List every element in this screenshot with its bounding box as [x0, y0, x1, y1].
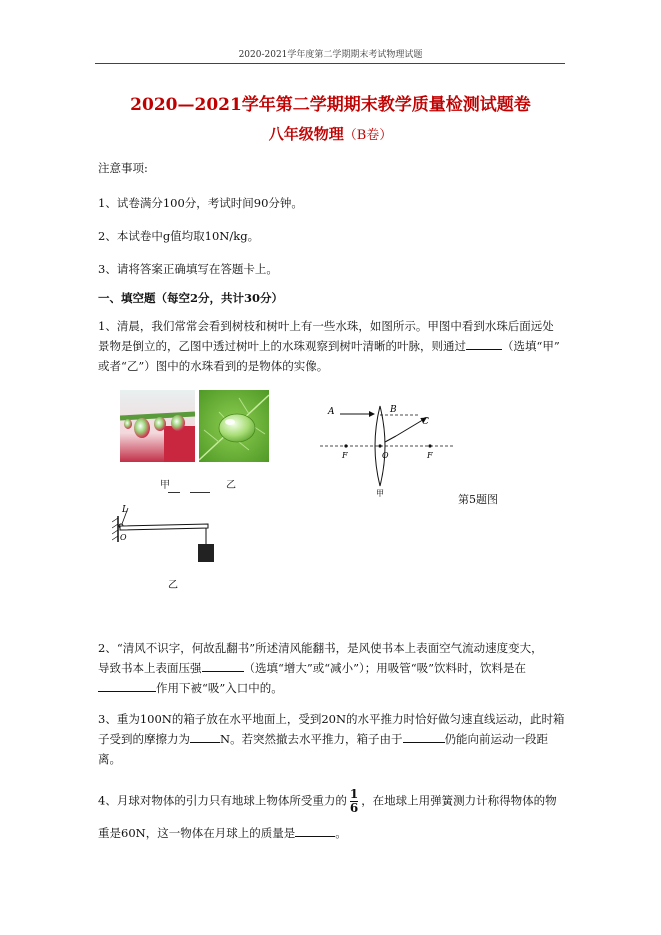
note-item-1: 1、试卷满分100分，考试时间90分钟。	[98, 196, 303, 210]
q4-line-1	[98, 788, 568, 815]
answer-blank[interactable]	[466, 337, 502, 350]
lens-figure-label: 甲	[376, 489, 384, 498]
q3-line-2	[98, 729, 568, 749]
q4-text: 。	[335, 826, 347, 840]
photo-water-drops-on-twig	[120, 390, 195, 462]
label-a: A	[328, 407, 335, 417]
q2-line-2	[98, 658, 568, 678]
question-4	[98, 788, 568, 843]
question-3	[98, 709, 568, 769]
question-1	[98, 316, 568, 376]
fraction-one-sixth	[350, 788, 358, 815]
focal-point-right	[428, 444, 431, 447]
photo-right-label: 乙	[226, 480, 236, 491]
answer-blank[interactable]	[403, 730, 445, 743]
focal-point-left	[344, 444, 347, 447]
lever-diagram	[112, 502, 222, 597]
q3-text: N。若突然撤去水平推力，箱子由于	[220, 732, 403, 746]
q4-text: 重是60N，这一物体在月球上的质量是	[98, 826, 296, 840]
fraction-denominator: 6	[349, 801, 359, 815]
header-rule	[95, 63, 565, 64]
label-c: C	[422, 417, 429, 427]
q3-line-1: 3、重为100N的箱子放在水平地面上，受到20N的水平推力时恰好做匀速直线运动，此时箱	[98, 712, 565, 726]
question-2	[98, 638, 568, 698]
label-b: B	[390, 405, 397, 415]
note-item-3: 3、请将答案正确填写在答题卡上。	[98, 262, 278, 276]
q1-line-1: 1、清晨，我们常常会看到树枝和树叶上有一些水珠，如图所示。甲图中看到水珠后面远处	[98, 319, 554, 333]
photo-left-label: 甲	[160, 480, 170, 491]
hanging-block	[198, 544, 214, 562]
wall-hatching	[112, 518, 118, 540]
lever-figure-label: 乙	[168, 580, 178, 591]
optical-center	[378, 444, 381, 447]
figure-mark	[190, 492, 210, 493]
label-l: L	[122, 505, 128, 515]
lever-bar	[120, 524, 208, 530]
label-pivot-o: O	[120, 533, 127, 542]
q2-line-3	[98, 678, 568, 698]
q1-line-3: 或者“乙”）图中的水珠看到的是物体的实像。	[98, 359, 329, 373]
q4-text: ，在地球上用弹簧测力计称得物体的物	[361, 793, 557, 808]
answer-blank[interactable]	[190, 730, 220, 743]
q3-line-3: 离。	[98, 752, 121, 766]
q4-text: 4、月球对物体的引力只有地球上物体所受重力的	[98, 793, 347, 808]
q2-line-1: 2、“清风不识字，何故乱翻书”所述清风能翻书，是风使书本上表面空气流动速度变大，	[98, 641, 543, 655]
photo-water-drop-on-leaf	[199, 390, 269, 462]
label-f-left: F	[342, 451, 348, 460]
convex-lens-ray-diagram	[318, 400, 458, 500]
q1-text: 景物是倒立的，乙图中透过树叶上的水珠观察到树叶清晰的叶脉，则通过	[98, 339, 466, 353]
q1-line-2	[98, 336, 568, 356]
ray-c-segment	[385, 436, 396, 442]
subtitle-main: 八年级物理	[268, 125, 344, 143]
q3-text: 仍能向前运动一段距	[444, 732, 549, 746]
label-o: O	[382, 451, 389, 460]
note-item-2: 2、本试卷中g值均取10N/kg。	[98, 229, 260, 243]
q1-text: （选填“甲”	[502, 339, 560, 353]
q3-text: 子受到的摩擦力为	[98, 732, 190, 746]
page-subtitle	[0, 123, 661, 144]
figure-mark	[168, 492, 180, 493]
answer-blank[interactable]	[295, 824, 335, 837]
q2-text: （选填“增大”或“减小”）；用吸管“吸”饮料时，饮料是在	[243, 661, 527, 675]
fraction-numerator: 1	[349, 787, 359, 801]
notes-heading: 注意事项:	[98, 161, 148, 175]
q4-line-2	[98, 823, 568, 843]
label-f-right: F	[427, 451, 433, 460]
subtitle-variant: （B卷）	[343, 128, 393, 143]
q2-text: 导致书本上表面压强	[98, 661, 202, 675]
page-title: 2020—2021学年第二学期期末教学质量检测试题卷	[130, 95, 531, 115]
figure-5-caption: 第5题图	[458, 493, 498, 506]
q2-text: 作用下被“吸”入口中的。	[156, 681, 283, 695]
running-head: 2020-2021学年度第二学期期末考试物理试题	[238, 50, 423, 60]
answer-blank[interactable]	[98, 679, 156, 692]
answer-blank[interactable]	[202, 659, 244, 672]
section-1-heading: 一、填空题（每空2分，共计30分）	[98, 291, 284, 305]
